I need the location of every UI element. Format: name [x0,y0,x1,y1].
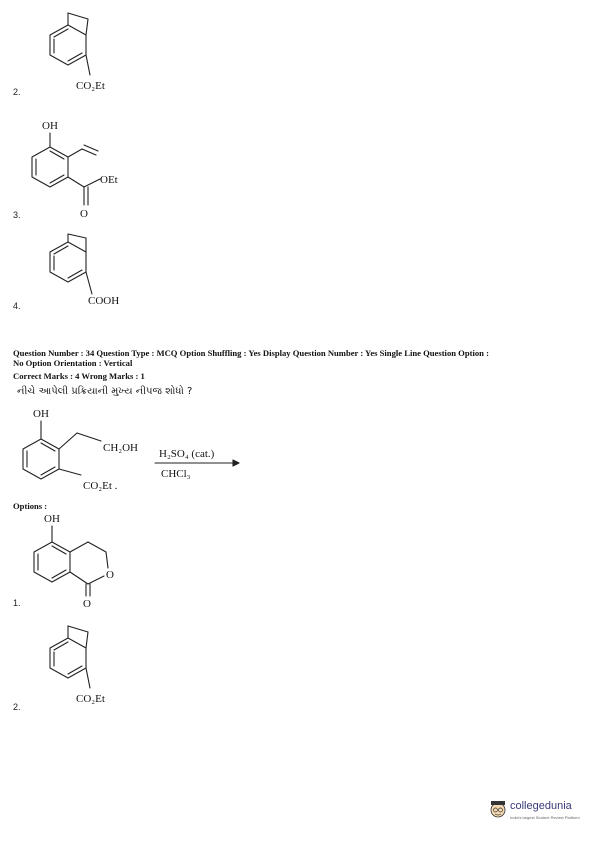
option-number: 2. [13,87,21,97]
option-number: 4. [13,301,21,311]
ch2oh-label: CH₂OH [103,442,139,454]
option-number: 3. [13,210,21,220]
meta-line-1: Question Number : 34 Question Type : MCQ Option Shuffling : Yes Display Question Number : Yes Single Line Question Option : [13,348,489,358]
carbonyl-o-label: O [80,208,88,220]
option-number: 1. [13,598,21,608]
meta-line-2: No Option Orientation : Vertical [13,358,133,368]
option-2-structure[interactable] [20,618,140,713]
marks-line: Correct Marks : 4 Wrong Marks : 1 [13,371,145,381]
reagent-top: H₂SO₄ (cat.) [159,448,215,460]
option-number: 2. [13,702,21,712]
oet-label: OEt [100,174,118,186]
logo-name: collegedunia [510,800,572,812]
ester-label: CO₂Et [76,693,105,705]
option-3-prev-structure [20,115,160,225]
oh-label: OH [33,408,49,420]
ring-o-label: O [106,569,114,581]
carbonyl-o-label: O [83,598,91,610]
question-text: નીચે આપેલી પ્રક્રિયાની મુખ્ય નીપજ શોધો ? [17,386,193,397]
option-1-structure[interactable] [20,508,150,613]
oh-label: OH [42,120,58,132]
logo-tagline: India's largest Student Review Platform [510,815,580,820]
question-meta [13,348,588,381]
ester-label: CO₂Et [76,80,105,92]
options-heading: Options : [13,501,48,511]
option-4-prev-structure [20,230,160,315]
mascot-icon [488,798,508,822]
reagent-bottom: CHCl₃ [161,468,191,480]
cooh-label: COOH [88,295,120,307]
option-2-prev-structure [20,5,140,100]
collegedunia-logo [488,796,588,826]
ester-label: CO₂Et . [83,480,118,492]
oh-label: OH [44,513,60,525]
reaction-scheme [15,403,275,498]
